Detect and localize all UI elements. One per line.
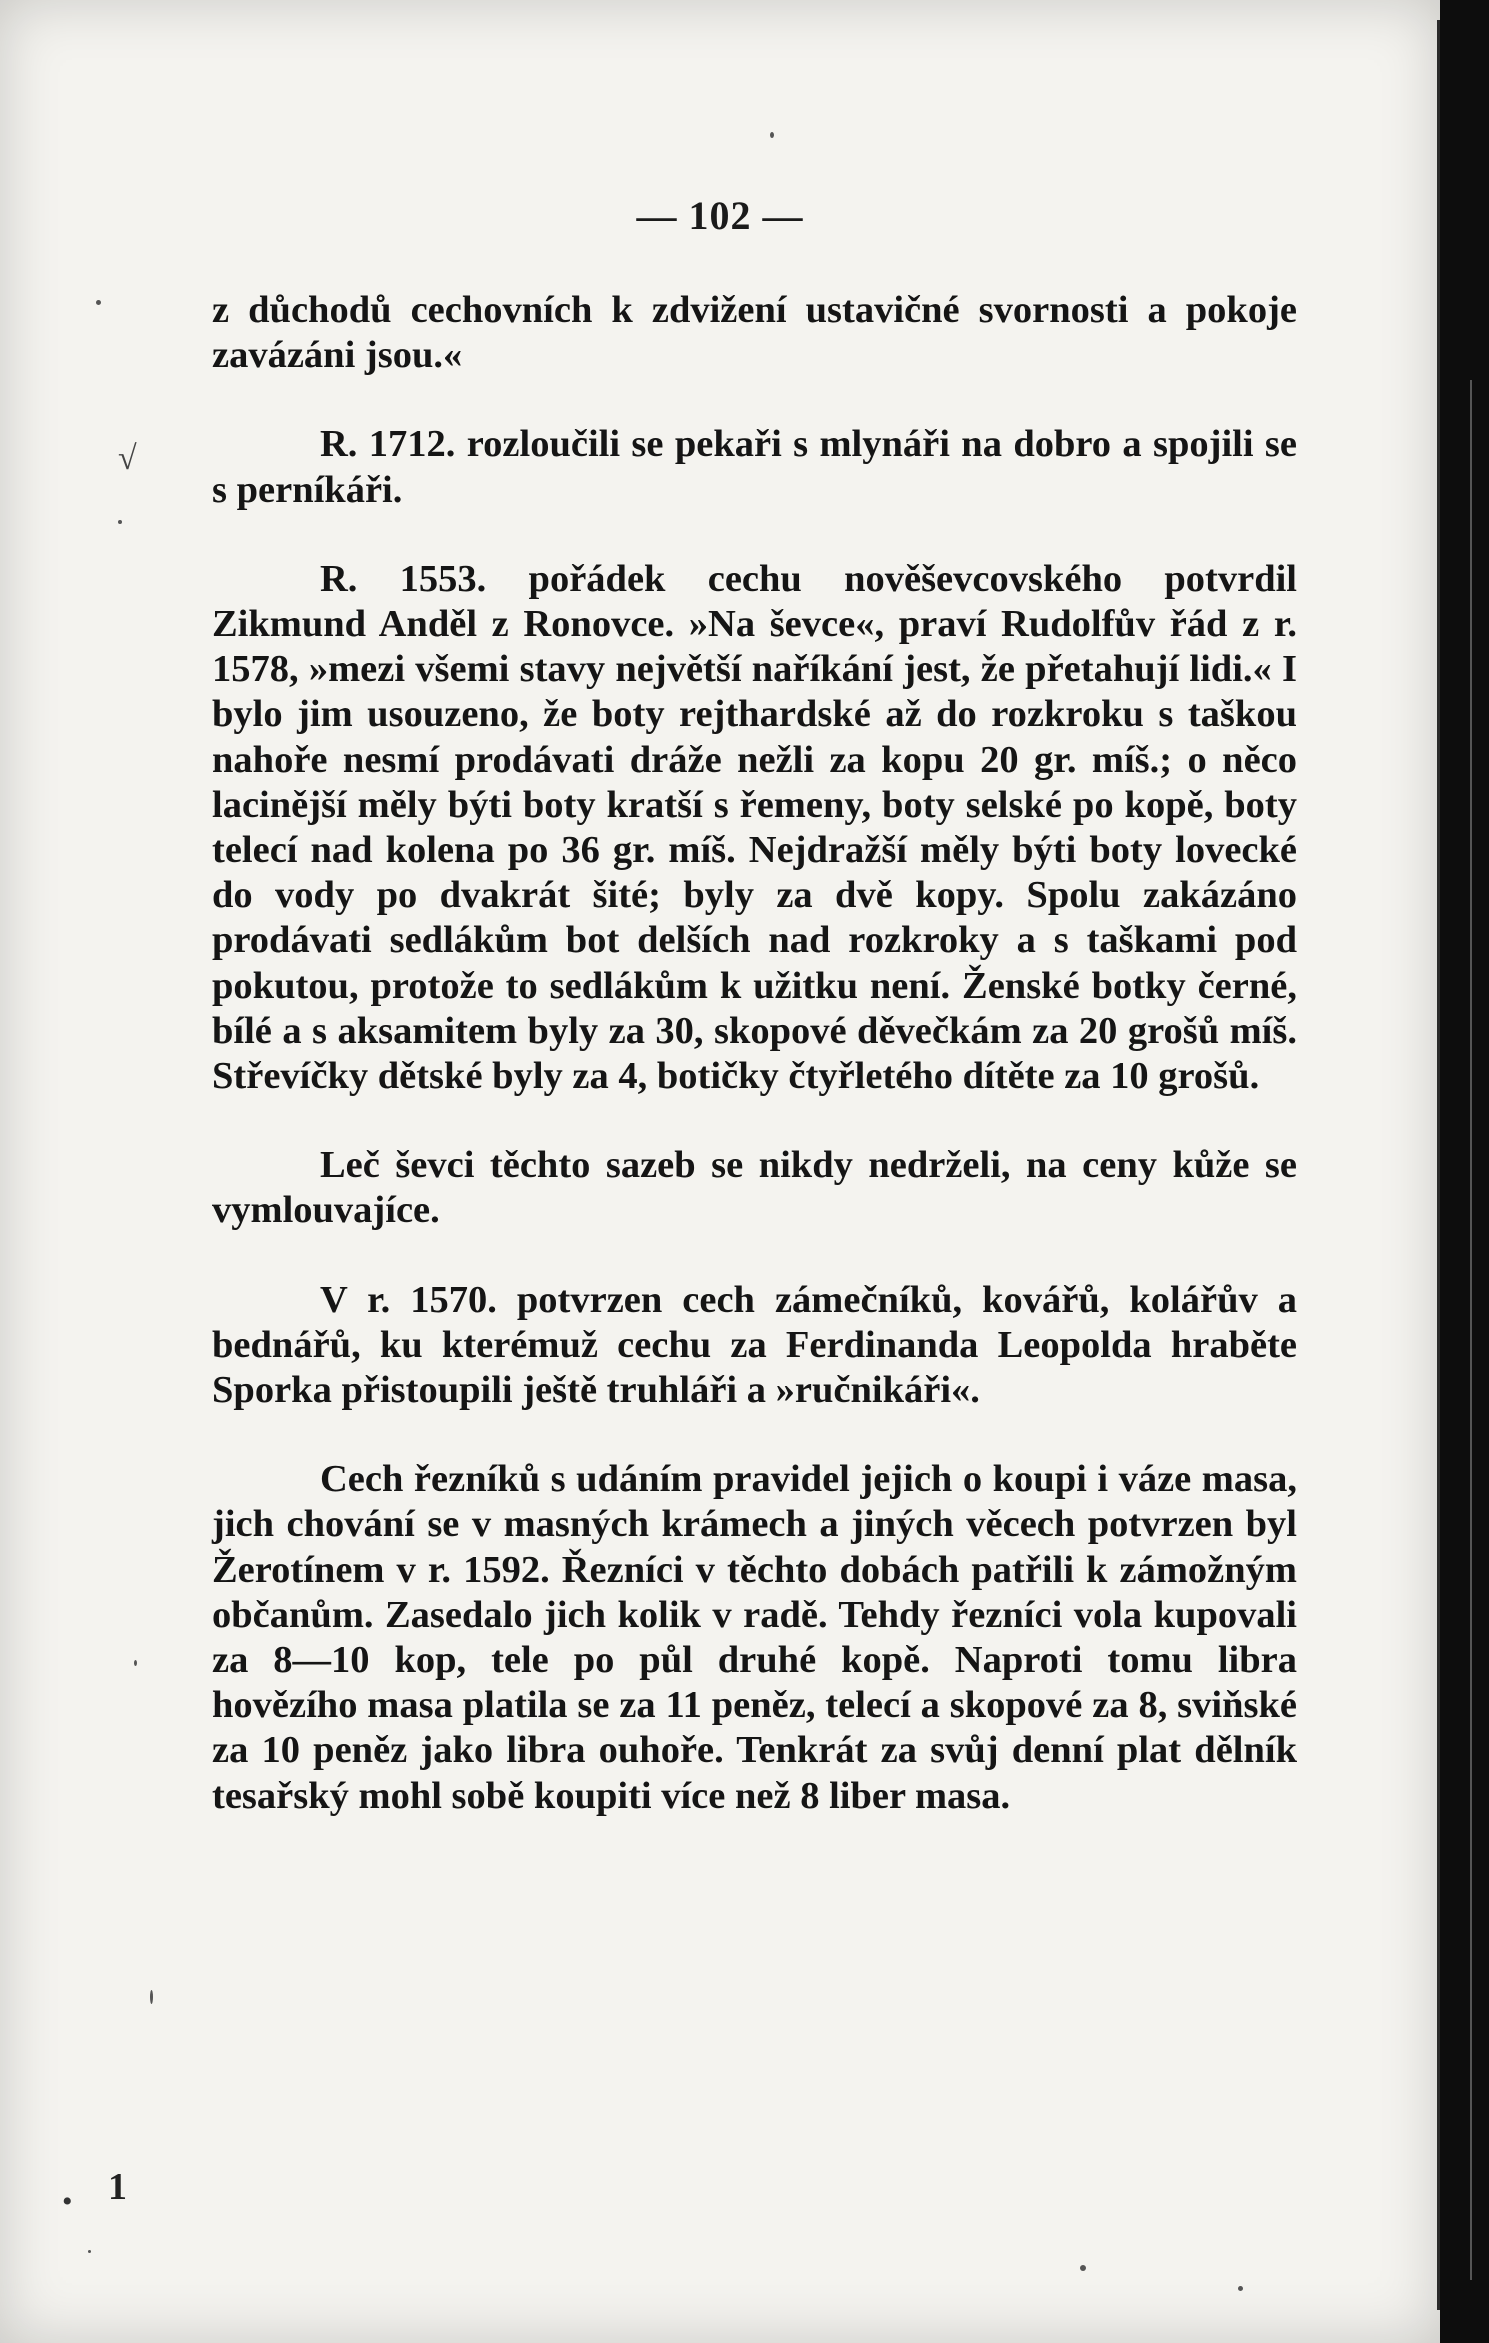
paper-speck (96, 300, 101, 305)
paper-speck (134, 1660, 137, 1666)
paper-speck (150, 1990, 153, 2004)
page-edge-line (1437, 20, 1440, 2310)
paper-speck (88, 2250, 91, 2253)
paper-speck (770, 132, 774, 138)
binding-edge-line (1470, 380, 1472, 2280)
body-text (212, 288, 1297, 1863)
paragraph-1: z důchodů cechovních k zdvižení ustavičné svornosti a pokoje zavázáni jsou.« (212, 289, 1297, 377)
paper-speck (118, 520, 122, 524)
paragraph-5: V r. 1570. potvrzen cech zámečníků, kovářů, kolářův a bednářů, ku kterémuž cechu za Ferdinanda Leopolda hraběte Sporka přistoupili ještě truhláři a »ručnikáři«. (212, 1278, 1297, 1412)
paragraph-4: Leč ševci těchto sazeb se nikdy nedrželi, na ceny kůže se vymlouvajíce. (212, 1144, 1297, 1232)
margin-dot: • (62, 2185, 73, 2218)
paper-speck (1238, 2286, 1243, 2291)
paragraph-3: R. 1553. pořádek cechu nověševcovského potvrdil Zikmund Anděl z Ronovce. »Na ševce«, praví Rudolfův řád z r. 1578, »mezi všemi stavy největší naříkání jest, že přetahují lidi.« I bylo jim usouzeno, že boty rejthardské až do rozkroku s taškou nahoře nesmí prodávati dráže nežli za kopu 20 gr. míš.; o něco lacinější měly býti boty kratší s řemeny, boty selské po kopě, boty telecí nad kolena po 36 gr. míš. Nejdražší měly býti boty lovecké do vody po dvakrát šité; byly za dvě kopy. Spolu zakázáno prodávati sedlákům bot delších nad rozkroky a s taškami pod pokutou, protože to sedlákům k užitku není. Ženské botky černé, bílé a s aksamitem byly za 30, skopové děvečkám za 20 grošů míš. Střevíčky dětské byly za 4, botičky čtyřletého dítěte za 10 grošů. (212, 557, 1297, 1098)
paragraph-2: R. 1712. rozloučili se pekaři s mlynáři na dobro a spojili se s perníkáři. (212, 423, 1297, 511)
margin-pencil-mark: √ (118, 440, 137, 477)
paragraph-6: Cech řezníků s udáním pravidel jejich o koupi i váze masa, jich chování se v masných krámech a jiných věcech potvrzen byl Žerotínem v r. 1592. Řezníci v těchto dobách patřili k zámožným občanům. Zasedalo jich kolik v radě. Tehdy řezníci vola kupovali za 8—10 kop, tele po půl druhé kopě. Naproti tomu libra hovězího masa platila se za 11 peněz, telecí a skopové za 8, sviňské za 10 peněz jako libra ouhoře. Tenkrát za svůj denní plat dělník tesařský mohl sobě koupiti více než 8 liber masa. (212, 1458, 1297, 1817)
margin-number-mark: 1 (108, 2166, 127, 2208)
page-number: — 102 — (636, 193, 804, 238)
paper-speck (1080, 2265, 1086, 2271)
